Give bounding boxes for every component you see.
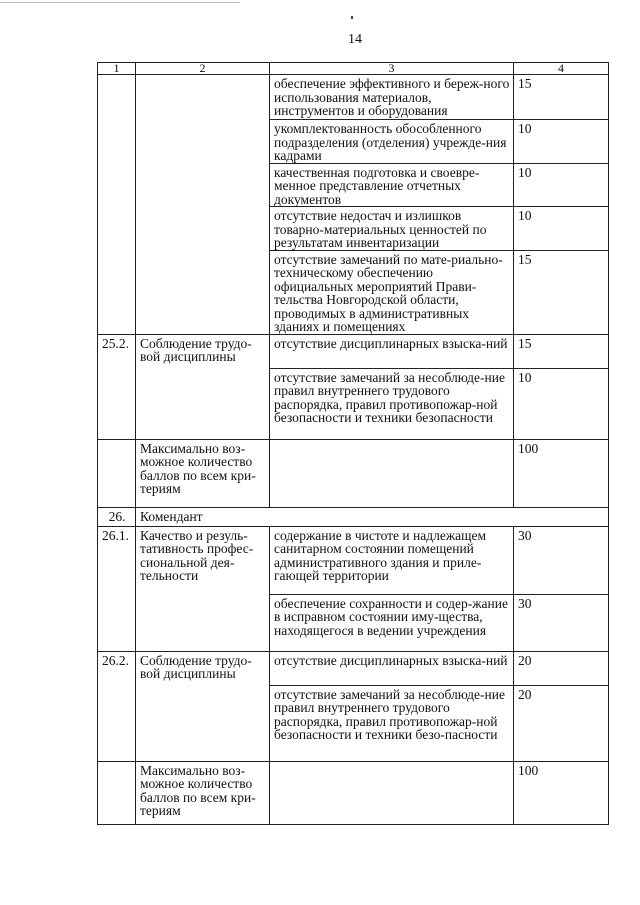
table-row bbox=[98, 507, 609, 526]
header-col-1: 1 bbox=[98, 63, 136, 75]
table-row bbox=[98, 526, 609, 594]
criterion-text: обеспечение эффективного и береж-ного использования материалов, инструментов и оборудования bbox=[270, 75, 514, 120]
points-value: 10 bbox=[514, 163, 609, 207]
criterion-text: отсутствие замечаний по мате-риально-техническому обеспечению официальных мероприятий Прави-тельства Новгородской области, проводимых в административных зданиях и помещениях bbox=[270, 250, 514, 334]
header-row bbox=[98, 63, 609, 75]
criterion-text bbox=[270, 761, 514, 824]
indicator-name: Соблюдение трудо-вой дисциплины bbox=[136, 334, 270, 439]
points-value: 10 bbox=[514, 368, 609, 439]
scan-mark bbox=[351, 16, 353, 19]
table-row bbox=[98, 651, 609, 685]
table-row bbox=[98, 75, 609, 120]
points-value: 10 bbox=[514, 207, 609, 251]
points-value: 20 bbox=[514, 685, 609, 761]
criterion-text bbox=[270, 439, 514, 507]
row-number: 26.2. bbox=[98, 651, 136, 761]
indicator-name: Качество и резуль-тативность профес-сиональной дея-тельности bbox=[136, 526, 270, 651]
points-value: 100 bbox=[514, 439, 609, 507]
criterion-text: отсутствие дисциплинарных взыска-ний bbox=[270, 334, 514, 368]
row-number: 25.2. bbox=[98, 334, 136, 439]
points-value: 15 bbox=[514, 334, 609, 368]
criterion-text: укомплектованность обособленного подразделения (отделения) учрежде-ния кадрами bbox=[270, 120, 514, 164]
points-value: 15 bbox=[514, 250, 609, 334]
page-number: 14 bbox=[348, 32, 362, 47]
header-col-2: 2 bbox=[136, 63, 270, 75]
table-row bbox=[98, 334, 609, 368]
points-value: 15 bbox=[514, 75, 609, 120]
points-value: 10 bbox=[514, 120, 609, 164]
table-row bbox=[98, 439, 609, 507]
points-value: 30 bbox=[514, 594, 609, 651]
total-label: Максимально воз-можное количество баллов по всем кри-териям bbox=[136, 439, 270, 507]
criterion-text: отсутствие дисциплинарных взыска-ний bbox=[270, 651, 514, 685]
row-number bbox=[98, 761, 136, 824]
row-number bbox=[98, 75, 136, 335]
section-number: 26. bbox=[98, 507, 136, 526]
criterion-text: содержание в чистоте и надлежащем санитарном состоянии помещений административного здания и прилe-гающей территории bbox=[270, 526, 514, 594]
criterion-text: обеспечение сохранности и содер-жание в исправном состоянии иму-щества, находящегося в ведении учреждения bbox=[270, 594, 514, 651]
criteria-table bbox=[97, 62, 609, 825]
row-number bbox=[98, 439, 136, 507]
criterion-text: качественная подготовка и своевре-менное представление отчетных документов bbox=[270, 163, 514, 207]
points-value: 100 bbox=[514, 761, 609, 824]
points-value: 30 bbox=[514, 526, 609, 594]
header-col-3: 3 bbox=[270, 63, 514, 75]
criterion-text: отсутствие недостач и излишков товарно-материальных ценностей по результатам инвентаризации bbox=[270, 207, 514, 251]
indicator-name: Соблюдение трудо-вой дисциплины bbox=[136, 651, 270, 761]
row-number: 26.1. bbox=[98, 526, 136, 651]
indicator-name bbox=[136, 75, 270, 335]
total-label: Максимально воз-можное количество баллов по всем кри-териям bbox=[136, 761, 270, 824]
points-value: 20 bbox=[514, 651, 609, 685]
section-title: Комендант bbox=[136, 507, 609, 526]
criterion-text: отсутствие замечаний за несоблюде-ние правил внутреннего трудового распорядка, правил противопожар-ной безопасности и техники безопасности bbox=[270, 368, 514, 439]
header-col-4: 4 bbox=[514, 63, 609, 75]
scan-edge-line bbox=[0, 2, 240, 3]
criterion-text: отсутствие замечаний за несоблюде-ние правил внутреннего трудового распорядка, правил противопожар-ной безопасности и техники безо-пасности bbox=[270, 685, 514, 761]
table-row bbox=[98, 761, 609, 824]
